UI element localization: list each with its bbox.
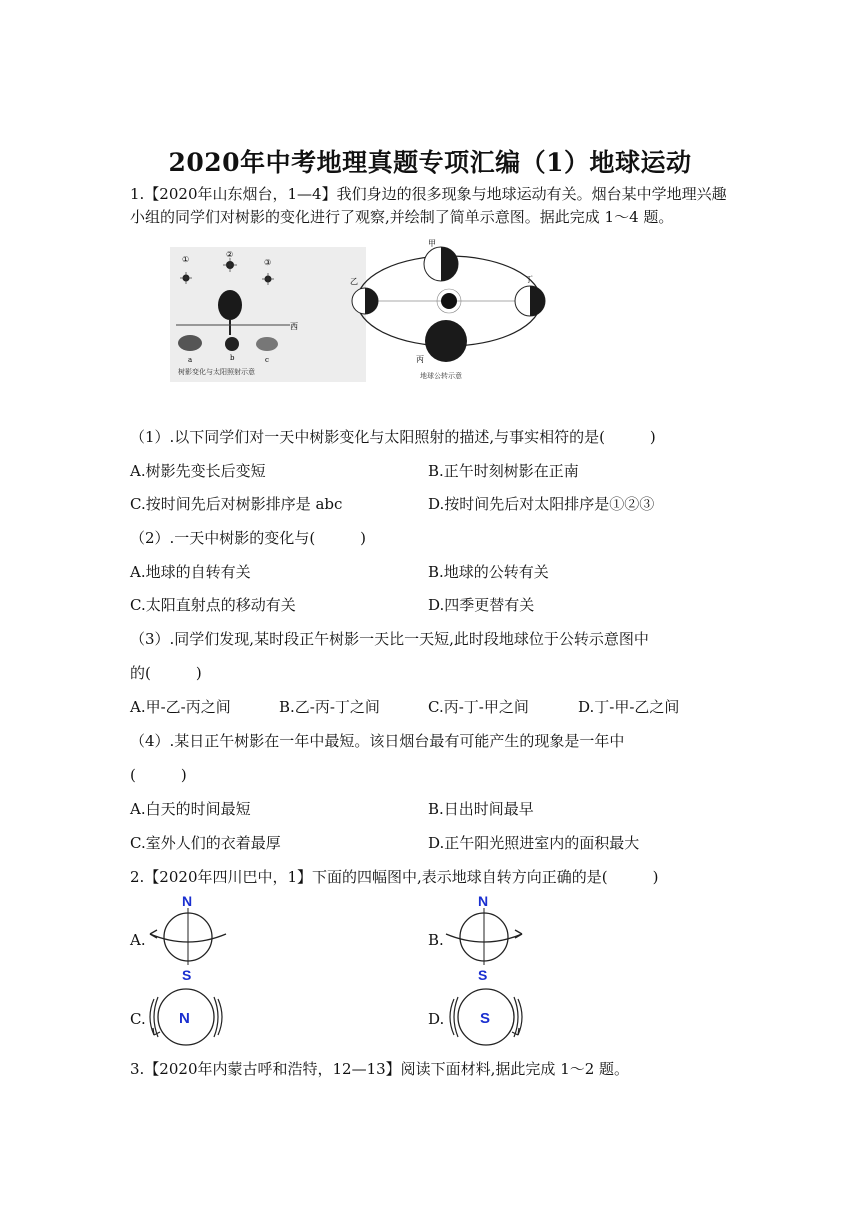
q1-sub4-stem-line2: ( ) — [130, 766, 187, 784]
north-pole-label: N — [179, 1010, 190, 1027]
q1-sub2-option-b: B.地球的公转有关 — [428, 563, 549, 581]
q1-intro-line1: 1.【2020年山东烟台，1—4】我们身边的很多现象与地球运动有关。烟台某中学地理兴趣 — [130, 185, 727, 203]
q1-sub2-option-a: A.地球的自转有关 — [130, 563, 251, 581]
shadow-label-c: c — [265, 356, 269, 364]
orbit-label-yi: 乙 — [350, 277, 358, 286]
orbit-label-jia: 甲 — [428, 239, 436, 248]
q1-sub3-option-d: D.丁-甲-乙之间 — [578, 698, 680, 716]
q1-intro-line2: 小组的同学们对树影的变化进行了观察,并绘制了简单示意图。据此完成 1～4 题。 — [130, 208, 674, 226]
q1-sub2-option-d: D.四季更替有关 — [428, 596, 535, 614]
q1-sub3-option-c: C.丙-丁-甲之间 — [428, 698, 529, 716]
q1-sub3-option-b: B.乙-丙-丁之间 — [279, 698, 380, 716]
q1-sub1-option-c: C.按时间先后对树影排序是 abc — [130, 495, 343, 513]
q2-stem: 2.【2020年四川巴中，1】下面的四幅图中,表示地球自转方向正确的是( ) — [130, 868, 659, 886]
q1-sub4-stem-line1: （4）.某日正午树影在一年中最短。该日烟台最有可能产生的现象是一年中 — [130, 732, 625, 750]
sun-label-1: ① — [182, 255, 190, 264]
q2-option-a: A. — [130, 931, 146, 949]
south-pole-label: S — [480, 1010, 491, 1027]
page-title: 2020年中考地理真题专项汇编（1）地球运动 — [168, 148, 692, 177]
q1-sub4-option-a: A.白天的时间最短 — [130, 800, 251, 818]
q1-sub2-option-c: C.太阳直射点的移动有关 — [130, 596, 296, 614]
sun-label-2: ② — [226, 250, 234, 259]
shadow-label-b: b — [230, 354, 235, 362]
earth-orbit-figure — [350, 238, 555, 388]
q2-option-c: C. — [130, 1010, 146, 1028]
q1-sub4-option-c: C.室外人们的衣着最厚 — [130, 834, 281, 852]
globe-figure-b — [440, 892, 530, 982]
tree-shadow-figure — [170, 247, 366, 382]
west-label: 西 — [290, 322, 298, 331]
globe-figure-d — [442, 984, 532, 1050]
orbit-label-bing: 丙 — [416, 355, 424, 364]
q1-sub1-option-d: D.按时间先后对太阳排序是①②③ — [428, 495, 655, 513]
q1-sub3-stem-line1: （3）.同学们发现,某时段正午树影一天比一天短,此时段地球位于公转示意图中 — [130, 630, 649, 648]
tree-figure-caption: 树影变化与太阳照射示意 — [178, 368, 255, 376]
north-pole-label: N — [182, 893, 193, 909]
sun-label-3: ③ — [264, 258, 272, 267]
orbit-figure-caption: 地球公转示意 — [420, 372, 462, 380]
q3-stem: 3.【2020年内蒙古呼和浩特，12—13】阅读下面材料,据此完成 1～2 题。 — [130, 1060, 630, 1078]
q1-sub1-stem: （1）.以下同学们对一天中树影变化与太阳照射的描述,与事实相符的是( ) — [130, 428, 656, 446]
q1-sub1-option-b: B.正午时刻树影在正南 — [428, 462, 579, 480]
q1-sub4-option-b: B.日出时间最早 — [428, 800, 534, 818]
q1-sub3-option-a: A.甲-乙-丙之间 — [130, 698, 231, 716]
south-pole-label: S — [182, 967, 192, 982]
q1-sub4-option-d: D.正午阳光照进室内的面积最大 — [428, 834, 640, 852]
q1-sub3-stem-line2: 的( ) — [130, 664, 202, 682]
globe-figure-c — [144, 984, 234, 1050]
globe-figure-a — [144, 892, 234, 982]
shadow-label-a: a — [188, 356, 193, 364]
q1-sub1-option-a: A.树影先变长后变短 — [130, 462, 266, 480]
q2-option-b: B. — [428, 931, 444, 949]
q2-option-d: D. — [428, 1010, 445, 1028]
south-pole-label: S — [478, 967, 488, 982]
q1-sub2-stem: （2）.一天中树影的变化与( ) — [130, 529, 367, 547]
north-pole-label: N — [478, 893, 489, 909]
orbit-label-ding: 丁 — [525, 275, 533, 284]
